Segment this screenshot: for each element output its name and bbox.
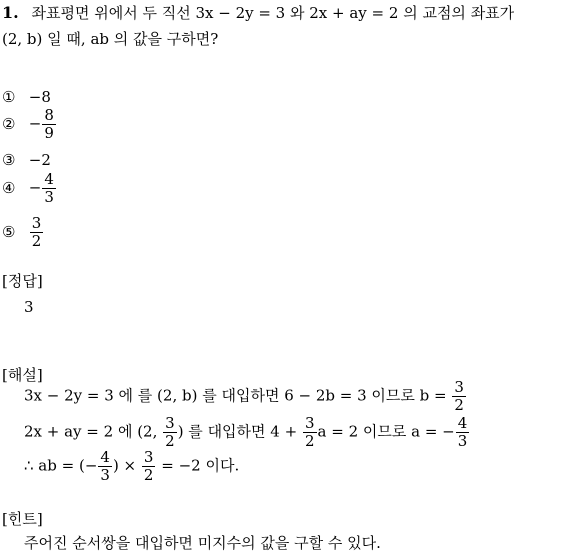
denominator: 9	[44, 124, 54, 142]
choice-sign: −	[28, 114, 42, 133]
numerator: 4	[44, 170, 54, 188]
choice-marker: ④	[2, 178, 16, 197]
denominator: 2	[143, 466, 154, 484]
numerator: 4	[457, 414, 468, 432]
explanation-text: 2x + ay = 2 에 (2,	[24, 422, 163, 441]
problem-line-2: (2, b) 일 때, ab 의 값을 구하면?	[2, 30, 219, 48]
problem-statement	[2, 2, 514, 23]
fraction	[452, 380, 466, 413]
choice-sign: −	[28, 178, 42, 197]
problem-number: 1.	[2, 3, 19, 22]
answer-heading: [정답]	[2, 272, 43, 290]
denominator: 2	[165, 432, 175, 450]
numerator: 3	[31, 214, 42, 232]
choice-fraction	[30, 216, 44, 249]
denominator: 3	[44, 188, 54, 206]
numerator: 3	[143, 448, 154, 466]
choice-4[interactable]	[2, 172, 57, 205]
choice-3[interactable]	[2, 151, 51, 169]
choice-text: −8	[28, 88, 51, 106]
answer-value: 3	[24, 298, 34, 316]
choice-fraction	[42, 172, 56, 205]
choice-marker: ①	[2, 88, 16, 106]
explanation-text: ) 를 대입하면 4 +	[177, 422, 298, 441]
hint-text: 주어진 순서쌍을 대입하면 미지수의 값을 구할 수 있다.	[24, 534, 381, 552]
choice-fraction	[42, 108, 56, 141]
explanation-text: a = 2 이므로 a = −	[317, 422, 455, 441]
explanation-heading: [해설]	[2, 366, 43, 384]
explanation-text: 3x − 2y = 3 에 를 (2, b) 를 대입하면 6 − 2b = 3 이므로 b =	[24, 386, 447, 405]
fraction	[303, 416, 317, 449]
hint-heading: [힌트]	[2, 510, 43, 528]
explanation-text: ∴ ab = (−	[24, 456, 98, 475]
choice-5[interactable]	[2, 216, 44, 249]
denominator: 2	[454, 396, 464, 414]
fraction	[98, 450, 112, 483]
fraction	[163, 416, 177, 449]
explanation-line-1	[24, 380, 467, 413]
choice-text: −2	[28, 151, 51, 169]
denominator: 2	[304, 432, 315, 450]
explanation-text: = −2 이다.	[161, 456, 240, 475]
denominator: 3	[100, 466, 110, 484]
choice-2[interactable]	[2, 108, 57, 141]
choice-marker: ②	[2, 114, 16, 133]
fraction	[456, 416, 470, 449]
numerator: 3	[304, 414, 315, 432]
problem-line-1: 좌표평면 위에서 두 직선 3x − 2y = 3 와 2x + ay = 2 의 교점의 좌표가	[31, 4, 515, 22]
choice-marker: ⑤	[2, 222, 16, 241]
explanation-text: ) ×	[112, 456, 137, 475]
numerator: 3	[165, 414, 175, 432]
fraction	[142, 450, 156, 483]
choice-marker: ③	[2, 151, 16, 169]
denominator: 3	[457, 432, 468, 450]
numerator: 4	[100, 448, 110, 466]
numerator: 3	[454, 378, 464, 396]
numerator: 8	[44, 106, 54, 124]
choice-1[interactable]	[2, 88, 51, 106]
denominator: 2	[31, 232, 42, 250]
explanation-line-2	[24, 416, 470, 449]
explanation-line-3	[24, 450, 239, 483]
